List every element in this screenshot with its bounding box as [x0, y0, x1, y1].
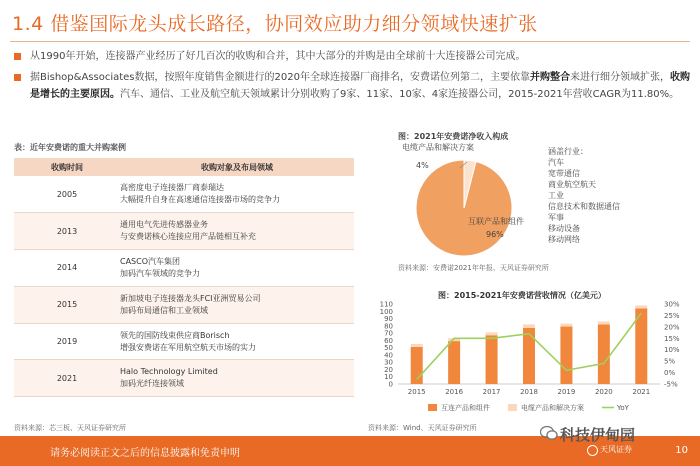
acquisition-year: 2005 — [14, 176, 120, 213]
brand-logo-icon — [587, 445, 598, 456]
bar-cable — [411, 344, 423, 347]
revenue-bar-chart — [368, 298, 698, 422]
bar-cable — [635, 305, 647, 308]
bar-cable — [560, 324, 572, 327]
legend-interconnect-swatch — [428, 404, 437, 411]
title-divider — [10, 41, 690, 42]
pie-industry-legend — [548, 146, 620, 245]
pie-chart-title: 图：2021年安费诺净收入构成 — [398, 132, 509, 141]
acquisition-target: CASCO汽车集团 — [120, 256, 181, 266]
acquisition-impact: 加码光纤连接领域 — [120, 379, 184, 389]
bar-cable — [598, 321, 610, 324]
bar-cable — [486, 332, 498, 335]
legend-cable-swatch — [508, 404, 517, 411]
x-tick-label: 2019 — [557, 388, 576, 396]
bullet-list — [14, 48, 690, 107]
pie-legend-item: 移动网络 — [548, 235, 580, 244]
y-tick-label: 50 — [384, 344, 393, 353]
pie-pct-minor: 4% — [416, 161, 429, 170]
acquisition-impact: 大幅提升自身在高速通信连接器市场的竞争力 — [120, 195, 280, 205]
bar-cable — [523, 324, 535, 328]
bullet-text-part: 来进行细分领域扩张， — [569, 72, 670, 83]
acquisition-year: 2015 — [14, 286, 120, 323]
bullet-text — [30, 69, 690, 103]
y-tick-label: 70 — [384, 329, 393, 338]
acquisition-table — [14, 158, 354, 397]
acquisition-detail — [120, 250, 354, 287]
bullet-text: 从1990年开始，连接器产业经历了好几百次的收购和合并，其中大部分的并购是由全球前十大连接器公司完成。 — [30, 51, 526, 62]
y-tick-label: 0 — [388, 380, 393, 389]
pie-source: 资料来源：安费诺2021年年报、天风证券研究所 — [398, 264, 549, 272]
acquisition-year: 2013 — [14, 213, 120, 250]
bar-interconnect — [448, 341, 460, 384]
acquisition-target: Halo Technology Limited — [120, 367, 218, 377]
bar-interconnect — [523, 328, 535, 384]
pie-legend-item: 商业航空航天 — [548, 180, 596, 189]
pie-legend-item: 移动设备 — [548, 224, 580, 233]
bullet-emphasis: 并购整合 — [529, 72, 570, 83]
acquisition-detail — [120, 286, 354, 323]
disclaimer-text: 请务必阅读正文之后的信息披露和免责申明 — [50, 448, 240, 459]
y-tick-label: 110 — [379, 300, 393, 309]
y-tick-label: 90 — [384, 315, 393, 324]
acquisition-impact: 增强安费诺在军用航空航天市场的实力 — [120, 342, 256, 352]
bar-interconnect — [486, 335, 498, 384]
bullet-text-part: 汽车、通信、工业及航空航天领域累计分别收购了9家、11家、10家、4家连接器公司，2015-2021年营收CAGR为11.80%。 — [120, 89, 680, 100]
x-tick-label: 2020 — [594, 388, 613, 396]
y-tick-label: 40 — [384, 351, 393, 360]
legend-interconnect-label: 互连产品和组件 — [441, 404, 490, 412]
column-header: 收购对象及布局领域 — [120, 158, 354, 176]
acquisition-impact: 与安费诺核心连接应用产品链相互补充 — [120, 232, 256, 242]
table-header-row — [14, 158, 354, 176]
column-header: 收购时间 — [14, 158, 120, 176]
y2-tick-label: 15% — [664, 334, 680, 343]
pie-legend-title: 涵盖行业： — [548, 147, 588, 156]
y-tick-label: 30 — [384, 358, 393, 367]
watermark: 科技伊甸园 — [560, 426, 636, 444]
y2-tick-label: 5% — [664, 357, 676, 366]
table-row — [14, 323, 354, 360]
bullet-item — [14, 69, 690, 103]
acquisition-detail — [120, 213, 354, 250]
table-row — [14, 213, 354, 250]
pie-legend-item: 信息技术和数据通信 — [548, 202, 620, 211]
page-number: 10 — [675, 445, 688, 456]
legend-yoy-label: YoY — [617, 404, 629, 412]
pie-pct-main: 96% — [486, 230, 504, 239]
acquisition-impact: 加码布局通信和工业领域 — [120, 305, 208, 315]
acquisition-target: 通用电气先进传感器业务 — [120, 220, 208, 230]
legend-cable-label: 电缆产品和解决方案 — [521, 404, 584, 412]
table-source: 资料来源：芯三板、天风证券研究所 — [14, 424, 126, 432]
acquisition-year: 2019 — [14, 323, 120, 360]
y2-tick-label: 25% — [664, 311, 680, 320]
acquisition-target: 领先的国防线束供应商Borisch — [120, 330, 230, 340]
y2-tick-label: 0% — [664, 369, 676, 378]
acquisition-detail — [120, 360, 354, 397]
pie-legend-item: 汽车 — [548, 158, 564, 167]
x-tick-label: 2015 — [407, 388, 426, 396]
x-tick-label: 2016 — [445, 388, 464, 396]
bullet-square-icon — [14, 53, 21, 60]
bullet-emphasis: 收购是增长的主要原因。 — [30, 72, 690, 100]
brand-name: 天风证券 — [600, 445, 632, 454]
wechat-icon — [540, 425, 558, 441]
bullet-square-icon — [14, 74, 21, 81]
y-tick-label: 20 — [384, 365, 393, 374]
y-tick-label: 10 — [384, 373, 393, 382]
y2-tick-label: -5% — [664, 380, 678, 389]
bullet-item — [14, 48, 690, 65]
acquisition-year: 2014 — [14, 250, 120, 287]
y-tick-label: 80 — [384, 322, 393, 331]
bar-interconnect — [560, 327, 572, 384]
table-row — [14, 286, 354, 323]
pie-label-minor: 电缆产品和解决方案 — [402, 143, 474, 152]
x-tick-label: 2018 — [520, 388, 538, 396]
bar-chart-title: 图：2015-2021年安费诺营收情况（亿美元） — [438, 291, 606, 300]
pie-legend-item: 军事 — [548, 213, 564, 222]
acquisition-detail — [120, 176, 354, 213]
pie-legend-item: 宽带通信 — [548, 169, 580, 178]
pie-legend-item: 工业 — [548, 191, 564, 200]
acquisition-target: 新加坡电子连接器龙头FCI亚洲贸易公司 — [120, 293, 261, 303]
pie-chart — [398, 140, 548, 262]
acquisition-target: 高密度电子连接器厂商泰瑞达 — [120, 183, 224, 193]
bullet-text-part: 据Bishop&Associates数据，按照年度销售金额进行的2020年全球连接器厂商排名，安费诺位列第二，主要依靠 — [30, 72, 530, 83]
y2-tick-label: 20% — [664, 323, 680, 332]
y2-tick-label: 30% — [664, 300, 680, 309]
table-row — [14, 176, 354, 213]
table-row — [14, 360, 354, 397]
pie-label-main: 互联产品和组件 — [468, 217, 524, 226]
table-title: 表：近年安费诺的重大并购案例 — [14, 143, 126, 152]
header — [0, 0, 700, 44]
acquisition-detail — [120, 323, 354, 360]
bar-interconnect — [598, 324, 610, 384]
table-row — [14, 250, 354, 287]
y2-tick-label: 10% — [664, 346, 680, 355]
acquisition-year: 2021 — [14, 360, 120, 397]
acquisition-impact: 加码汽车领域的竞争力 — [120, 268, 200, 278]
y-tick-label: 60 — [384, 336, 393, 345]
x-tick-label: 2021 — [632, 388, 651, 396]
x-tick-label: 2017 — [482, 388, 501, 396]
y-tick-label: 100 — [379, 307, 393, 316]
page-title: 1.4 借鉴国际龙头成长路径，协同效应助力细分领域快速扩张 — [12, 12, 538, 35]
bar-source: 资料来源：Wind、天风证券研究所 — [368, 424, 477, 432]
